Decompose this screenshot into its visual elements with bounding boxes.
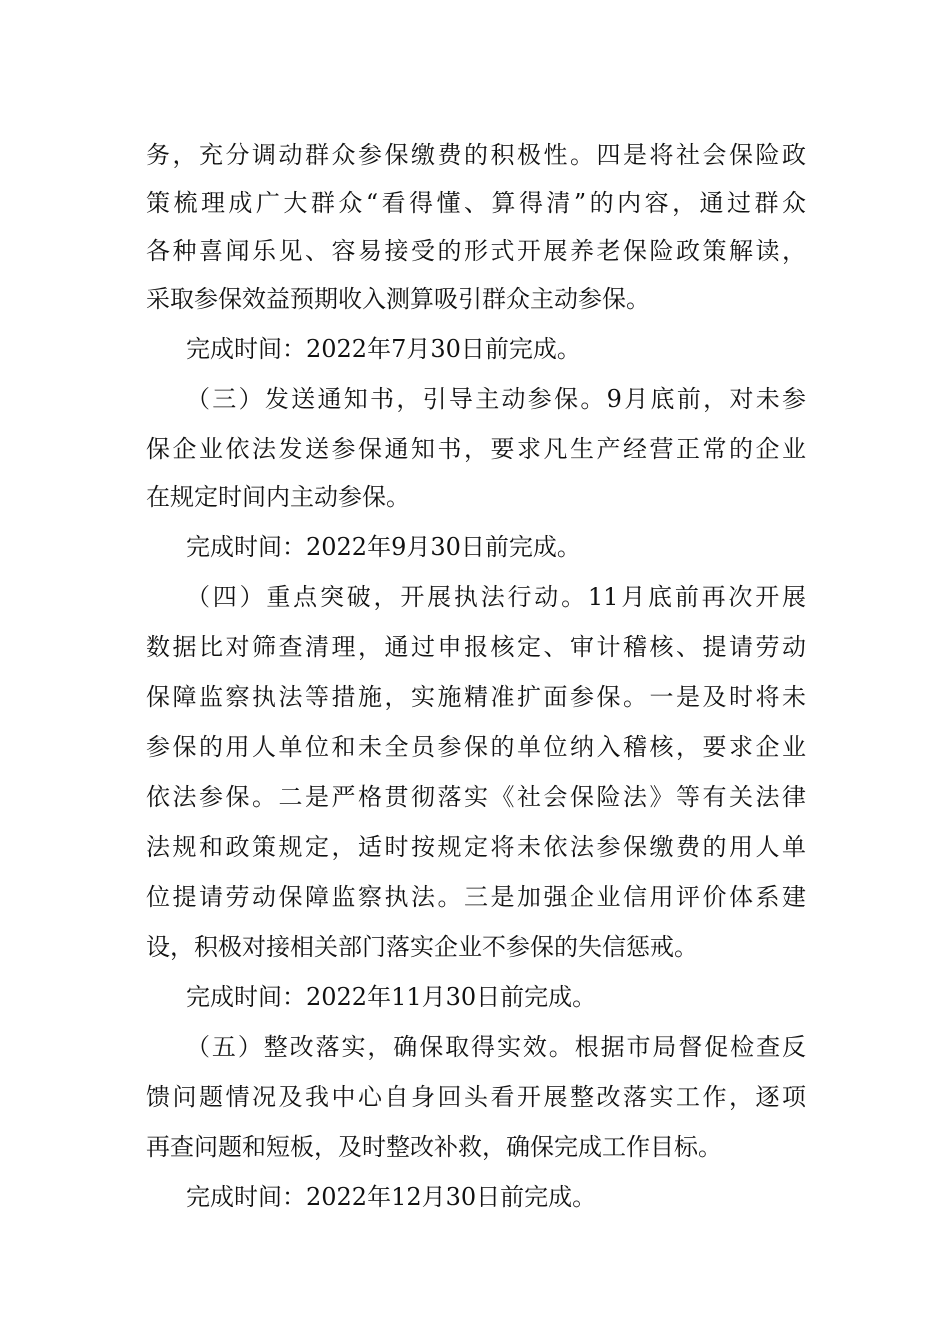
text-line: 设，积极对接相关部门落实企业不参保的失信惩戒。 [146,933,698,961]
completion-time: 完成时间：2022年11月30日前完成。 [186,983,597,1011]
text-line: 再查问题和短板，及时整改补救，确保完成工作目标。 [146,1133,722,1161]
text-line: 数据比对筛查清理，通过申报核定、审计稽核、提请劳动 [146,633,806,661]
text-line: 采取参保效益预期收入测算吸引群众主动参保。 [146,285,650,313]
completion-time: 完成时间：2022年9月30日前完成。 [186,533,581,561]
section-heading-5: （五）整改落实，确保取得实效。根据市局督促检查反 [186,1033,806,1061]
completion-time: 完成时间：2022年7月30日前完成。 [186,335,581,363]
section-heading-4: （四）重点突破，开展执法行动。11月底前再次开展 [186,583,806,611]
text-line: 务，充分调动群众参保缴费的积极性。四是将社会保险政 [146,141,806,169]
text-line: 法规和政策规定，适时按规定将未依法参保缴费的用人单 [146,833,806,861]
completion-time: 完成时间：2022年12月30日前完成。 [186,1183,597,1211]
text-line: 依法参保。二是严格贯彻落实《社会保险法》等有关法律 [146,783,806,811]
text-line: 位提请劳动保障监察执法。三是加强企业信用评价体系建 [146,883,806,911]
text-line: 在规定时间内主动参保。 [146,483,410,511]
text-line: 保障监察执法等措施，实施精准扩面参保。一是及时将未 [146,683,806,711]
text-line: 策梳理成广大群众“看得懂、算得清”的内容，通过群众 [146,189,806,217]
section-heading-3: （三）发送通知书，引导主动参保。9月底前，对未参 [186,385,806,413]
text-line: 馈问题情况及我中心自身回头看开展整改落实工作，逐项 [146,1083,806,1111]
text-line: 各种喜闻乐见、容易接受的形式开展养老保险政策解读， [146,237,806,265]
text-line: 参保的用人单位和未全员参保的单位纳入稽核，要求企业 [146,733,806,761]
text-line: 保企业依法发送参保通知书，要求凡生产经营正常的企业 [146,435,806,463]
